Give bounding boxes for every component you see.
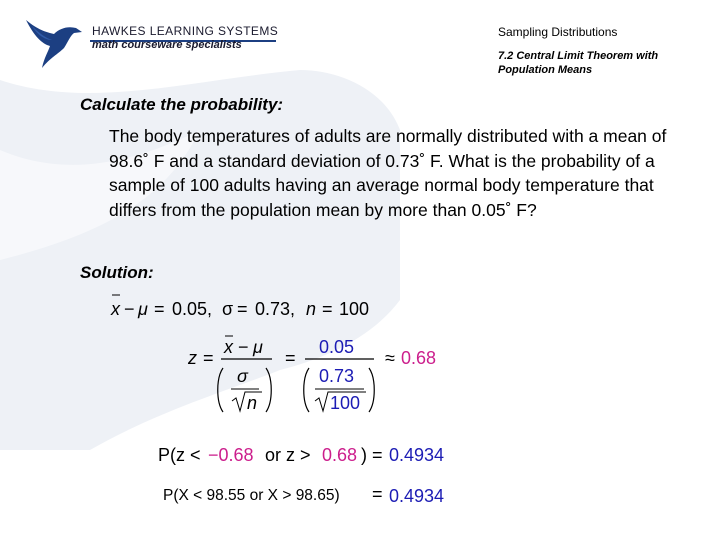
temperature-probability: P(X < 98.55 or X > 98.65)	[163, 487, 340, 504]
z-formula	[187, 336, 436, 413]
x-bar-symbol: x	[224, 337, 233, 357]
solution-heading: Solution:	[80, 263, 154, 282]
sigma-symbol: σ	[222, 299, 234, 319]
z-symbol: z	[188, 348, 197, 368]
n-value: 100	[339, 299, 370, 319]
n-symbol: n	[306, 299, 317, 319]
givens-line	[110, 295, 369, 319]
mu-symbol: μ	[253, 337, 263, 357]
equals-sign: =	[285, 348, 296, 368]
sqrt-value: 100	[330, 393, 361, 413]
probability-open: P(z <	[158, 445, 201, 465]
minus-sign: −	[124, 299, 135, 319]
brand-name: HAWKES LEARNING SYSTEMS	[92, 24, 279, 38]
approx-sign: ≈	[385, 348, 395, 368]
equals-sign: =	[203, 348, 214, 368]
sigma-value: 0.73,	[255, 299, 296, 319]
problem-text: The body temperatures of adults are normally distributed with a mean of 98.6˚ F and a standard deviation of 0.73˚ F. What is the probability of a sample of 100 adults having an average normal body temperature that differs from the population mean by more than 0.05˚ F?	[109, 126, 667, 220]
equals-sign: =	[154, 299, 165, 319]
brand-tagline: math courseware specialists	[92, 39, 242, 51]
z-result: 0.68	[401, 348, 437, 368]
course-title: Sampling Distributions	[498, 25, 618, 39]
problem-heading: Calculate the probability:	[80, 95, 284, 114]
x-bar-symbol: x	[111, 299, 120, 319]
section-title: 7.2 Central Limit Theorem with Population Means	[498, 50, 659, 76]
temperature-result: 0.4934	[389, 486, 445, 506]
equals-sign: =	[322, 299, 333, 319]
probability-close: ) =	[361, 445, 383, 465]
probability-result: 0.4934	[389, 445, 445, 465]
sigma-value: 0.73	[319, 366, 355, 386]
numerator-value: 0.05	[319, 337, 355, 357]
negative-z-value: −0.68	[208, 445, 254, 465]
equals-sign: =	[372, 484, 383, 504]
temperature-line	[163, 484, 444, 506]
positive-z-value: 0.68	[322, 445, 358, 465]
sigma-symbol: σ	[237, 366, 248, 386]
minus-sign: −	[238, 337, 249, 357]
probability-line	[158, 445, 444, 465]
sqrt-n-symbol: n	[247, 393, 258, 413]
equals-sign: =	[237, 299, 248, 319]
difference-value: 0.05,	[172, 299, 213, 319]
mu-symbol: μ	[138, 299, 148, 319]
or-z-text: or z >	[265, 445, 311, 465]
